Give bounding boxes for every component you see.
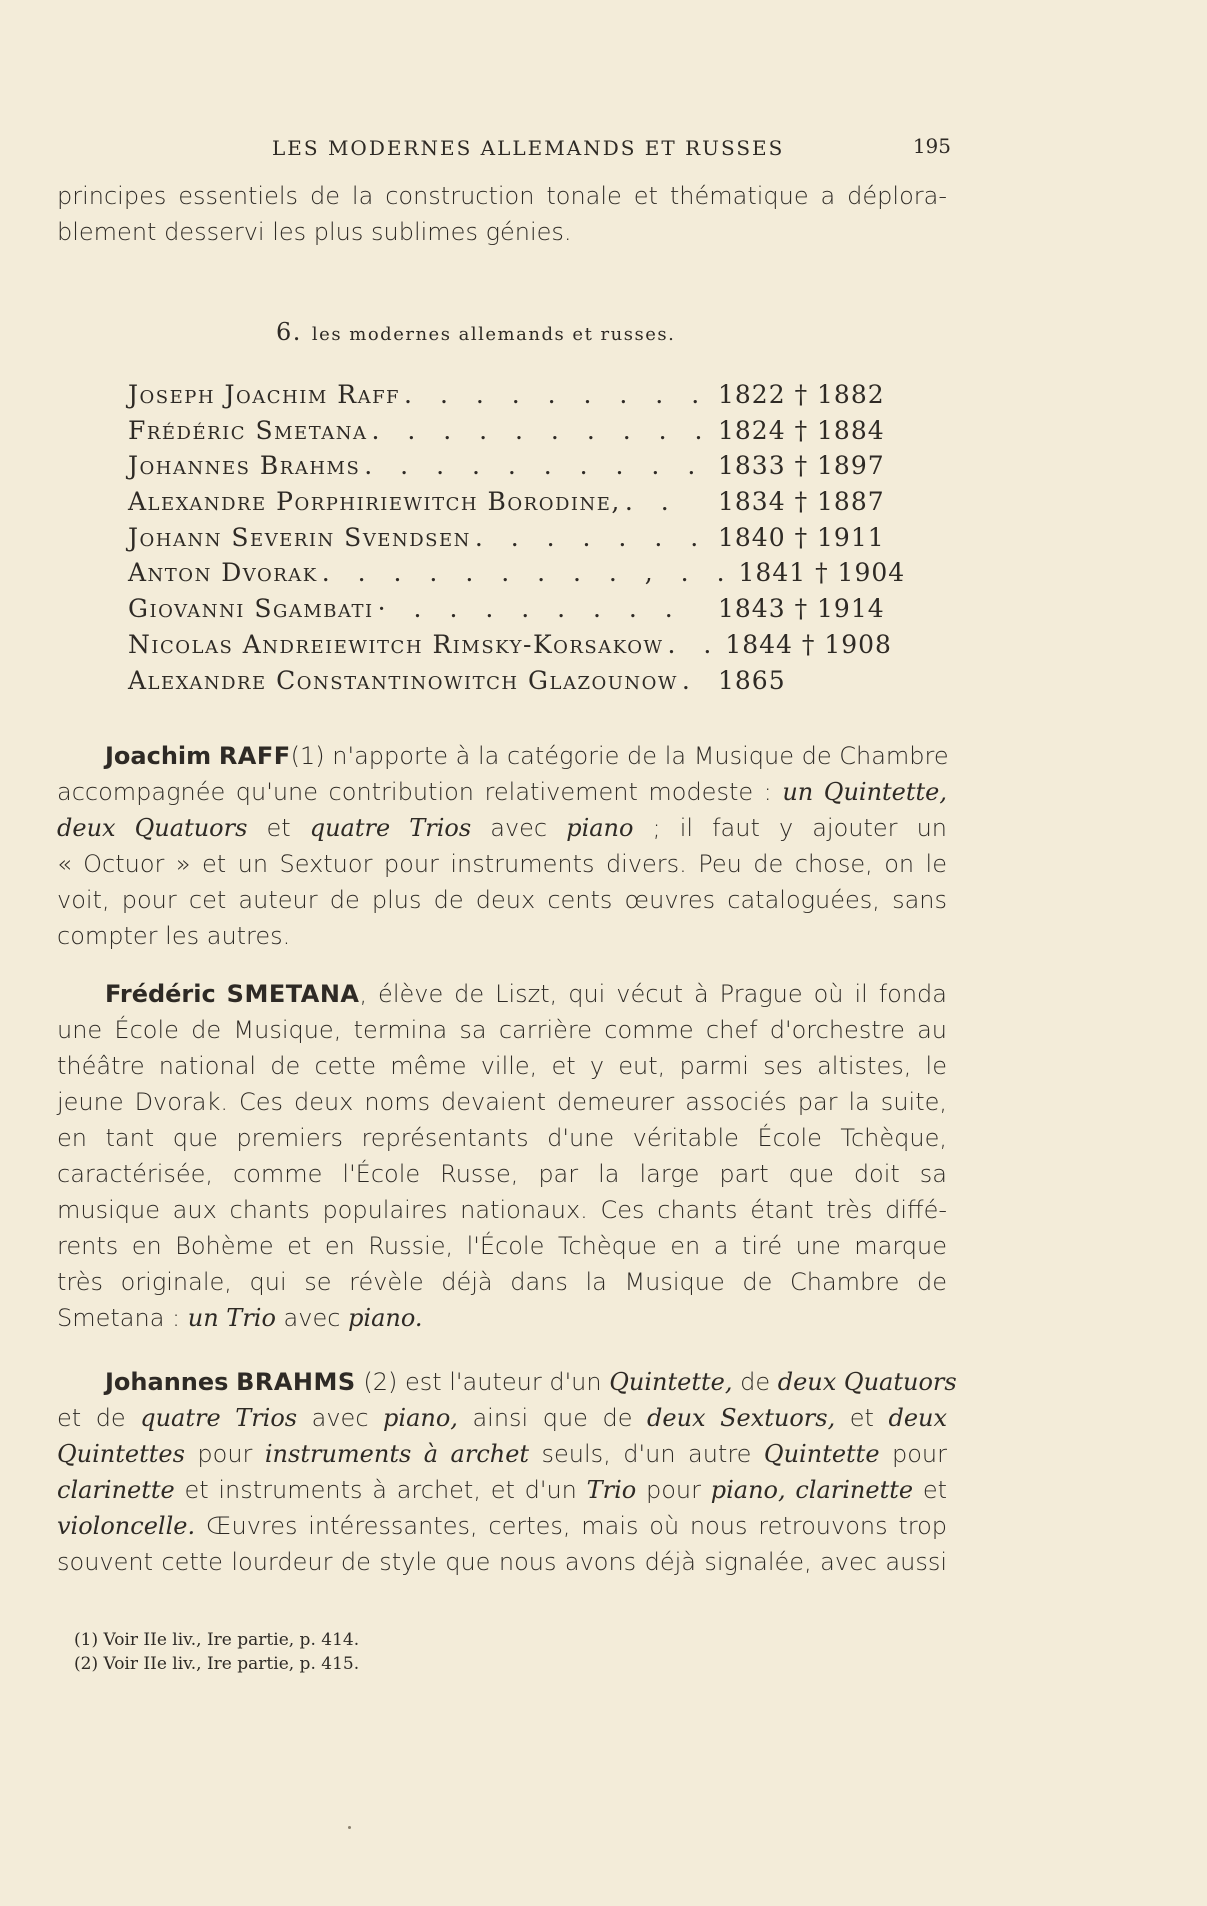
list-item <box>128 629 892 666</box>
composer-dates: 1834 † 1887 <box>718 487 885 517</box>
text-run: , élève de Liszt, qui vécut à Prague où il fonda <box>359 980 947 1008</box>
composer-dates: 1843 † 1914 <box>718 594 885 624</box>
work-title: Quintette <box>763 1440 880 1468</box>
work-title: clarinette <box>57 1476 175 1504</box>
section-number: 6. <box>276 318 302 346</box>
composer-name: Nicolas Andreiewitch Rimsky-Korsakow <box>128 629 664 659</box>
page-number: 195 <box>912 134 951 158</box>
work-title: deux <box>888 1404 948 1432</box>
composer-dates: 1822 † 1882 <box>718 380 885 409</box>
text-line: théâtre national de cette même ville, et y eut, parmi ses altistes, le <box>57 1052 947 1080</box>
composer-name: Giovanni Sgambati <box>128 594 374 624</box>
list-item <box>128 380 888 416</box>
lastname: SMETANA <box>226 980 360 1008</box>
composer-name: Alexandre Porphiriewitch Borodine, <box>128 487 621 517</box>
list-item <box>128 451 888 487</box>
text-line <box>57 1436 947 1472</box>
work-title: un Trio <box>187 1304 276 1332</box>
text-line <box>57 738 947 774</box>
composer-list <box>128 380 906 701</box>
work-title: quatre Trios <box>309 814 472 842</box>
list-item <box>128 666 888 702</box>
text-run: et <box>913 1476 947 1504</box>
leader-dots: · . . . . . . . . <box>377 594 683 624</box>
text-line <box>57 774 947 810</box>
text-run: avec <box>297 1404 384 1432</box>
footnote: (2) Voir IIe liv., Ire partie, p. 415. <box>74 1654 360 1674</box>
lastname: RAFF <box>218 742 291 770</box>
text-run: pour <box>636 1476 711 1504</box>
leader-dots: . . . . . . . . . , . . <box>321 558 735 588</box>
text-run: avec <box>275 1304 349 1332</box>
composer-dates: 1840 † 1911 <box>718 522 885 552</box>
list-item <box>128 416 888 452</box>
footnote-ref: (2) <box>363 1368 398 1396</box>
text-line <box>57 1472 947 1508</box>
text-line: en tant que premiers représentants d'une véritable École Tchèque, <box>57 1124 947 1152</box>
composer-dates: 1865 <box>718 665 786 695</box>
text-run: pour <box>184 1440 265 1468</box>
composer-name: Johann Severin Svendsen <box>128 522 471 552</box>
firstname: Frédéric <box>105 980 216 1008</box>
composer-name: Anton Dvorak <box>128 558 318 588</box>
section-heading <box>276 318 675 346</box>
work-title: piano, <box>383 1404 458 1432</box>
text-run: et instruments à archet, et d'un <box>174 1476 587 1504</box>
text-run: pour <box>879 1440 947 1468</box>
leader-dots: . . . . . . . . . . <box>364 451 706 481</box>
paragraph-smetana <box>57 976 947 1336</box>
text-run: de <box>732 1368 778 1396</box>
leader-dots: . . <box>667 629 722 659</box>
text-line: musique aux chants populaires nationaux. Ces chants étant très diffé- <box>57 1196 947 1224</box>
work-title: Trio <box>586 1476 637 1504</box>
composer-dates: 1841 † 1904 <box>738 558 906 588</box>
leader-dots: . . . . . . . <box>474 522 709 552</box>
intro-paragraph <box>57 178 947 250</box>
text-line: souvent cette lourdeur de style que nous avons déjà signalée, avec aussi <box>57 1548 947 1576</box>
paper-speck <box>348 1826 351 1829</box>
composer-dates: 1833 † 1897 <box>718 451 885 481</box>
text-line: une École de Musique, termina sa carrière comme chef d'orchestre au <box>57 1016 947 1044</box>
text-line: rents en Bohème et en Russie, l'École Tchèque en a tiré une marque <box>57 1232 947 1260</box>
lastname: BRAHMS <box>236 1368 356 1396</box>
text-run: n'apporte à la catégorie de la Musique de Chambre <box>324 742 949 770</box>
text-run: ainsi que de <box>457 1404 647 1432</box>
text-line <box>57 1364 957 1400</box>
work-title: quatre Trios <box>140 1404 298 1432</box>
work-title: piano. <box>348 1304 423 1332</box>
text-line: principes essentiels de la construction tonale et thématique a déplora- <box>57 182 947 210</box>
text-run: Œuvres intéressantes, certes, mais où nous retrouvons trop <box>195 1512 947 1540</box>
work-title: un Quintette, <box>782 778 948 806</box>
text-run: est l'auteur d'un <box>397 1368 610 1396</box>
composer-name: Frédéric Smetana <box>128 415 368 445</box>
work-title: deux Quatuors <box>57 814 248 842</box>
composer-dates: 1824 † 1884 <box>718 415 885 445</box>
list-item <box>128 558 906 594</box>
leader-dots: . <box>681 665 700 695</box>
text-run: seuls, d'un autre <box>529 1440 764 1468</box>
work-title: deux Quatuors <box>777 1368 957 1396</box>
text-line: voit, pour cet auteur de plus de deux cents œuvres cataloguées, sans <box>57 886 947 914</box>
section-title: les modernes allemands et russes. <box>311 324 676 345</box>
text-line <box>57 1300 947 1336</box>
leader-dots: . . . . . . . . . <box>404 380 710 409</box>
work-title: Quintette, <box>609 1368 733 1396</box>
text-run: et <box>835 1404 889 1432</box>
composer-dates: 1844 † 1908 <box>725 629 892 659</box>
text-run: et <box>247 814 310 842</box>
text-line <box>57 810 947 846</box>
text-line: jeune Dvorak. Ces deux noms devaient demeurer associés par la suite, <box>57 1088 947 1116</box>
composer-name: Joseph Joachim Raff <box>128 380 401 409</box>
text-line <box>57 976 947 1012</box>
text-line <box>57 1508 947 1544</box>
footnotes <box>74 1628 359 1676</box>
footnote: (1) Voir IIe liv., Ire partie, p. 414. <box>74 1630 360 1650</box>
list-item <box>128 594 888 630</box>
text-line: caractérisée, comme l'École Russe, par la large part que doit sa <box>57 1160 947 1188</box>
text-run: accompagnée qu'une contribution relativement modeste : <box>57 778 783 806</box>
text-run: et de <box>57 1404 141 1432</box>
composer-name: Alexandre Constantinowitch Glazounow <box>128 665 678 695</box>
paragraph-raff <box>57 738 947 954</box>
text-run: Smetana : <box>57 1304 188 1332</box>
list-item <box>128 487 888 523</box>
text-run: avec <box>471 814 567 842</box>
text-line: compter les autres. <box>57 922 291 950</box>
firstname: Johannes <box>105 1368 229 1396</box>
firstname: Joachim <box>105 742 212 770</box>
work-title: Quintettes <box>57 1440 185 1468</box>
list-item <box>128 523 888 559</box>
work-title: piano, clarinette <box>710 1476 914 1504</box>
work-title: instruments à archet <box>264 1440 530 1468</box>
work-title: deux Sextuors, <box>647 1404 836 1432</box>
work-title: piano <box>566 814 634 842</box>
paragraph-brahms <box>57 1364 957 1580</box>
text-run: ; il faut y ajouter un <box>633 814 948 842</box>
text-line: très originale, qui se révèle déjà dans la Musique de Chambre de <box>57 1268 947 1296</box>
composer-name: Johannes Brahms <box>128 451 361 481</box>
text-line: « Octuor » et un Sextuor pour instruments divers. Peu de chose, on le <box>57 850 947 878</box>
footnote-ref: (1) <box>290 742 325 770</box>
running-title: LES MODERNES ALLEMANDS ET RUSSES <box>272 136 785 160</box>
leader-dots: . . <box>624 487 679 517</box>
text-line <box>57 1400 947 1436</box>
leader-dots: . . . . . . . . . . <box>371 415 713 445</box>
text-line: blement desservi les plus sublimes génies. <box>57 218 572 246</box>
work-title: violoncelle. <box>57 1512 196 1540</box>
